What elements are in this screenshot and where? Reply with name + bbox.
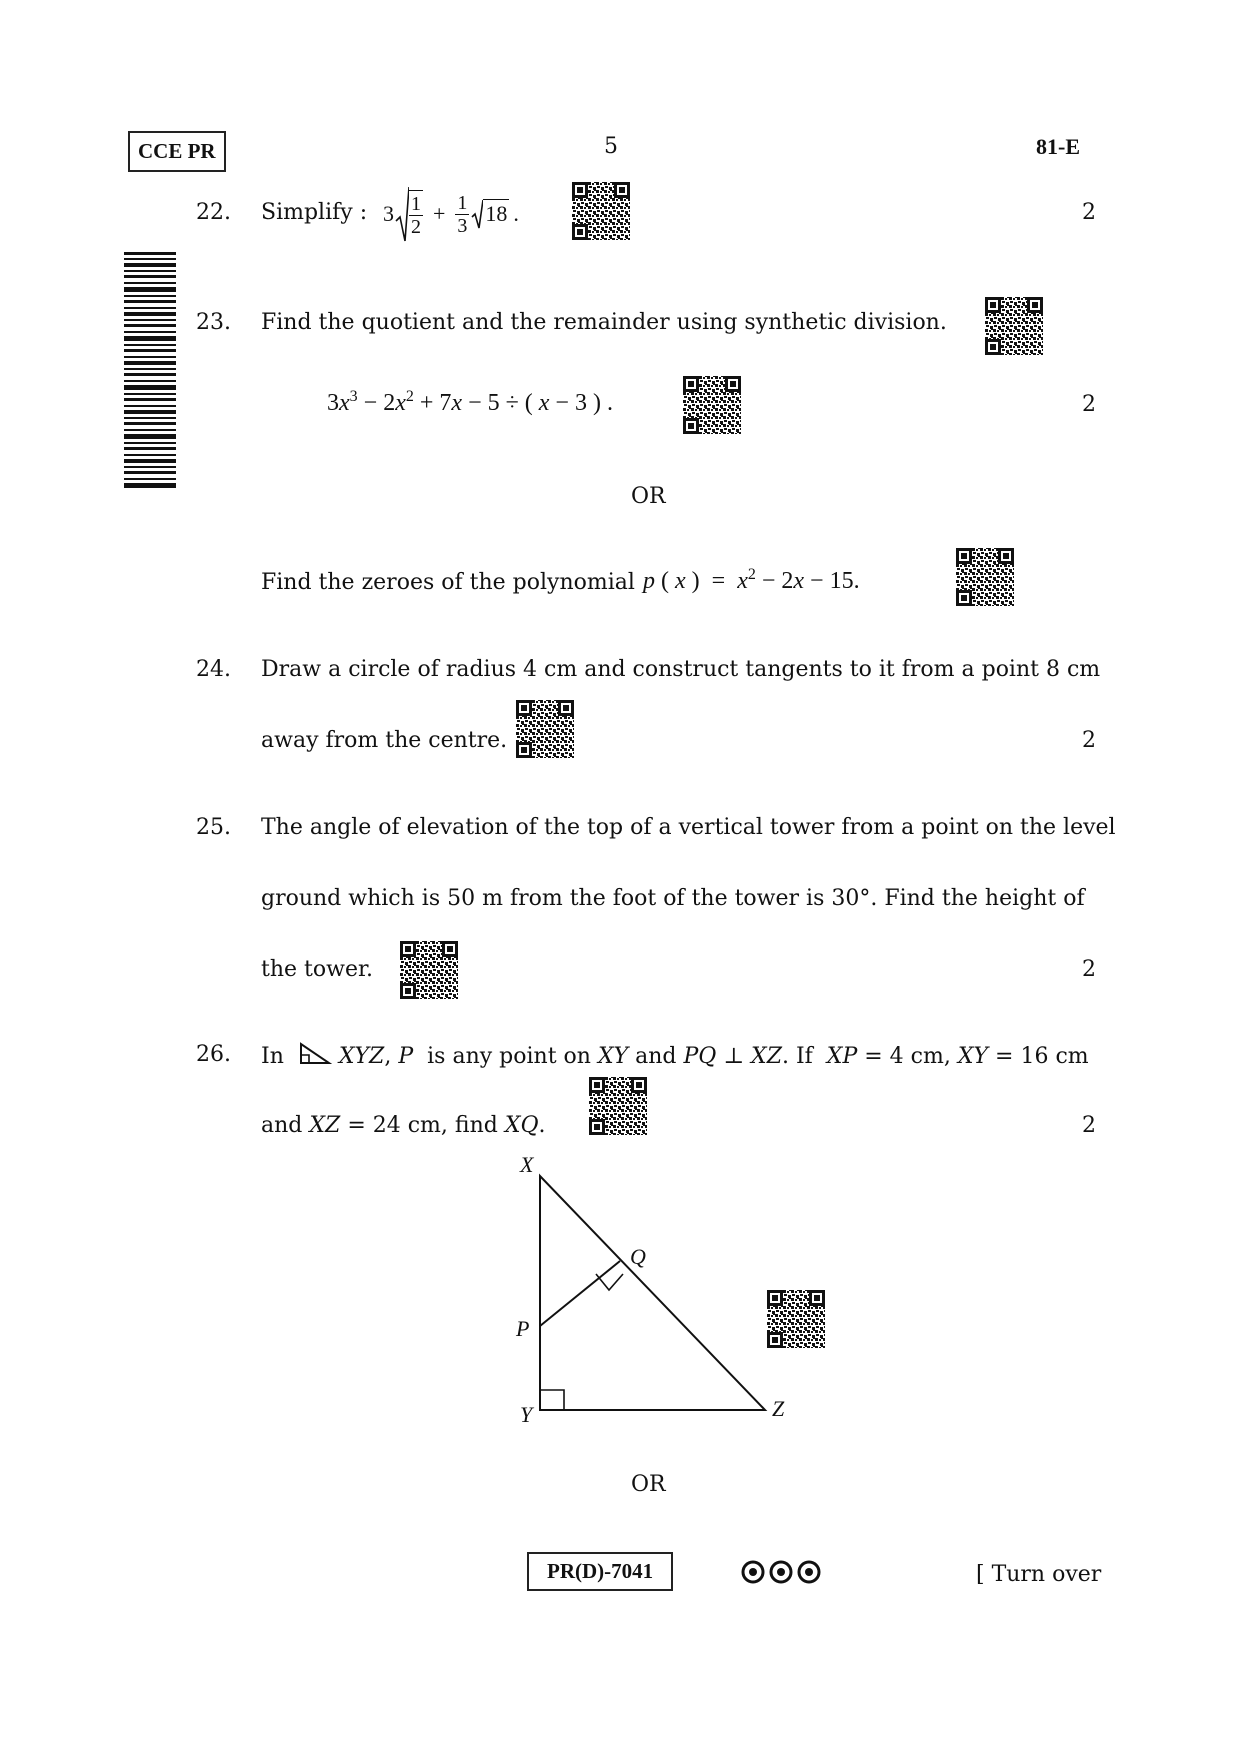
label-q: Q <box>630 1244 646 1269</box>
q25-line1: The angle of elevation of the top of a vertical tower from a point on the level <box>261 815 1116 840</box>
q23-expression: $3x^3 - 2x^2 + 7x - 5$ ÷ ( x − 3 ) . <box>327 388 613 416</box>
page-number: 5 <box>604 134 618 159</box>
header-subject-box <box>128 131 226 172</box>
q22-frac2-num: 1 <box>457 191 468 214</box>
q22-text: Simplify : <box>261 200 368 225</box>
q22-frac1-den: 2 <box>411 216 421 238</box>
q22-frac2-den: 3 <box>457 214 468 237</box>
qr-code <box>985 297 1043 355</box>
q22-period: . <box>513 201 519 226</box>
q25-number: 25. <box>196 815 231 840</box>
q23-or: OR <box>631 484 666 509</box>
q22-frac1-num: 1 <box>411 193 421 215</box>
label-x: X <box>520 1152 534 1177</box>
right-angle-y <box>540 1390 564 1410</box>
q24-marks: 2 <box>1082 728 1096 753</box>
qr-code <box>767 1290 825 1348</box>
radical-sign <box>395 185 409 243</box>
header-subject-label: CCE PR <box>138 139 216 163</box>
q22-expression <box>383 182 519 246</box>
footer-ornament-icon <box>740 1558 822 1586</box>
q26-or: OR <box>631 1472 666 1497</box>
q23-number: 23. <box>196 310 231 335</box>
q26-line1: In XYZ, P is any point on XY and PQ ⊥ XZ. If XP = 4 cm, XY = 16 cm <box>261 1044 1089 1069</box>
q23-marks: 2 <box>1082 392 1096 417</box>
q22-radicand: 18 <box>485 200 508 226</box>
q23-polynomial: p ( x ) = $x^2 - 2x - 15$. <box>643 566 860 594</box>
q22-coef: 3 <box>383 201 394 226</box>
q22-frac1 <box>409 190 423 238</box>
q25-line3: the tower. <box>261 957 374 982</box>
triangle-xyz <box>540 1176 765 1410</box>
q26-line2: and XZ = 24 cm, find XQ. <box>261 1113 546 1138</box>
qr-code <box>572 182 630 240</box>
turn-over: [ Turn over <box>976 1562 1102 1587</box>
barcode <box>124 252 176 490</box>
qr-code <box>400 941 458 999</box>
footer-code-box <box>527 1552 673 1591</box>
q23-alt-text: Find the zeroes of the polynomial <box>261 570 635 595</box>
footer-code: PR(D)-7041 <box>547 1559 654 1583</box>
triangle-figure <box>500 1150 800 1430</box>
label-z: Z <box>772 1396 785 1421</box>
label-p: P <box>516 1316 530 1341</box>
q22-plus: + <box>433 201 446 226</box>
qr-code <box>516 700 574 758</box>
triangle-symbol-icon <box>298 1042 332 1066</box>
q23-text: Find the quotient and the remainder using synthetic division. <box>261 310 947 335</box>
q24-line2: away from the centre. <box>261 728 508 753</box>
q26-marks: 2 <box>1082 1113 1096 1138</box>
qr-code <box>956 548 1014 606</box>
paper-code: 81-E <box>1036 134 1080 159</box>
q22-marks: 2 <box>1082 200 1096 225</box>
q25-line2: ground which is 50 m from the foot of the tower is 30°. Find the height of <box>261 886 1085 911</box>
radical-sign <box>471 199 483 229</box>
label-y: Y <box>520 1402 533 1427</box>
q24-number: 24. <box>196 657 231 682</box>
q22-number: 22. <box>196 200 231 225</box>
q25-marks: 2 <box>1082 957 1096 982</box>
qr-code <box>589 1077 647 1135</box>
q22-frac2 <box>455 192 469 237</box>
q24-line1: Draw a circle of radius 4 cm and construct tangents to it from a point 8 cm <box>261 657 1101 682</box>
segment-pq <box>540 1261 620 1326</box>
q26-number: 26. <box>196 1042 231 1067</box>
qr-code <box>683 376 741 434</box>
